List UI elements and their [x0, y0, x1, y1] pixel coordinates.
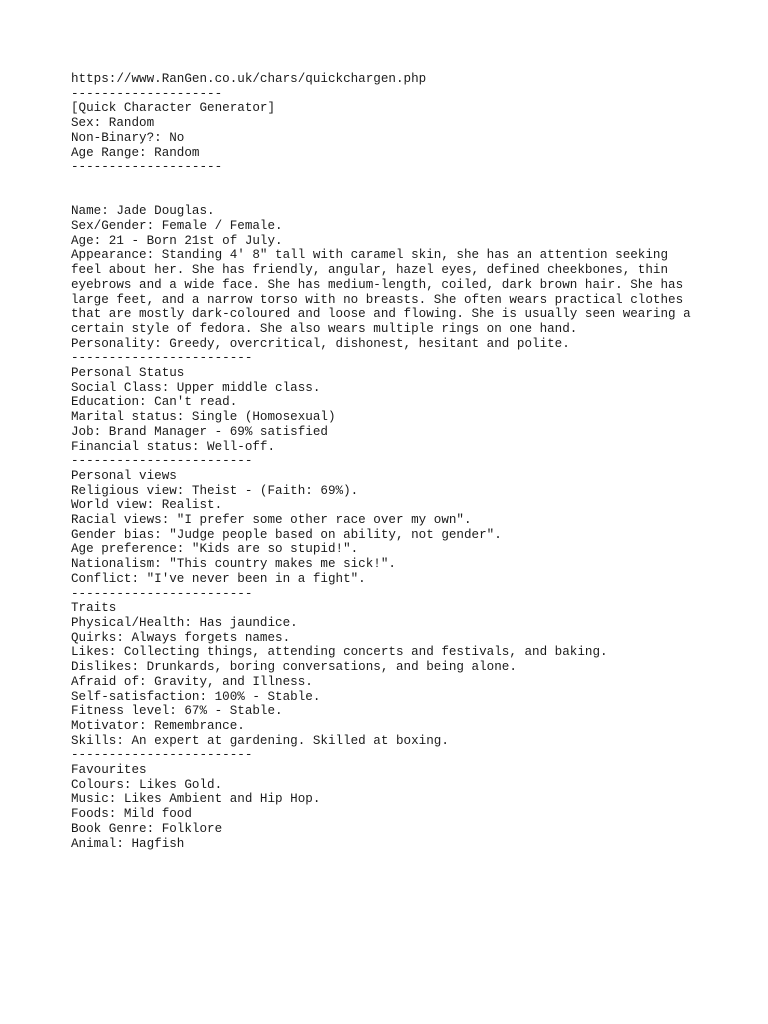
- job: Job: Brand Manager - 69% satisfied: [71, 424, 328, 439]
- skills: Skills: An expert at gardening. Skilled at boxing.: [71, 733, 449, 748]
- section-heading-personal-views: Personal views: [71, 468, 177, 483]
- favourite-book-genre: Book Genre: Folklore: [71, 821, 223, 836]
- divider: --------------------: [71, 160, 223, 175]
- section-heading-favourites: Favourites: [71, 763, 147, 778]
- financial-status: Financial status: Well-off.: [71, 439, 276, 454]
- character-appearance-line: feel about her. She has friendly, angular, hazel eyes, defined cheekbones, thin: [71, 263, 669, 278]
- racial-views: Racial views: "I prefer some other race over my own".: [71, 513, 472, 528]
- fitness-level: Fitness level: 67% - Stable.: [71, 704, 283, 719]
- setting-age-range: Age Range: Random: [71, 145, 200, 160]
- marital-status: Marital status: Single (Homosexual): [71, 410, 336, 425]
- document-text: [71, 72, 751, 851]
- character-appearance-line: eyebrows and a wide face. She has medium-length, coiled, dark brown hair. She has: [71, 277, 684, 292]
- source-url: https://www.RanGen.co.uk/chars/quickchargen.php: [71, 72, 427, 86]
- character-age: Age: 21 - Born 21st of July.: [71, 233, 283, 248]
- character-appearance-line: Appearance: Standing 4' 8" tall with caramel skin, she has an attention seeking: [71, 248, 669, 263]
- motivator: Motivator: Remembrance.: [71, 718, 245, 733]
- setting-sex: Sex: Random: [71, 116, 155, 131]
- divider: --------------------: [71, 86, 223, 101]
- section-heading-personal-status: Personal Status: [71, 366, 185, 381]
- divider: ------------------------: [71, 454, 253, 469]
- age-preference: Age preference: "Kids are so stupid!".: [71, 542, 359, 557]
- character-personality: Personality: Greedy, overcritical, dishonest, hesitant and polite.: [71, 336, 570, 351]
- blank-line: [71, 175, 751, 190]
- favourite-colours: Colours: Likes Gold.: [71, 777, 223, 792]
- character-sex-gender: Sex/Gender: Female / Female.: [71, 219, 283, 233]
- favourite-foods: Foods: Mild food: [71, 807, 192, 822]
- section-heading-traits: Traits: [71, 601, 117, 616]
- religious-view: Religious view: Theist - (Faith: 69%).: [71, 483, 359, 498]
- gender-bias: Gender bias: "Judge people based on ability, not gender".: [71, 527, 502, 542]
- favourite-music: Music: Likes Ambient and Hip Hop.: [71, 792, 321, 807]
- world-view: World view: Realist.: [71, 498, 223, 513]
- physical-health: Physical/Health: Has jaundice.: [71, 615, 298, 630]
- dislikes: Dislikes: Drunkards, boring conversations, and being alone.: [71, 660, 517, 675]
- character-appearance-line: that are mostly dark-coloured and loose and flowing. She is usually seen wearing a: [71, 307, 691, 322]
- blank-line: [71, 190, 751, 205]
- setting-non-binary: Non-Binary?: No: [71, 130, 185, 145]
- divider: ------------------------: [71, 586, 253, 601]
- education: Education: Can't read.: [71, 395, 238, 410]
- self-satisfaction: Self-satisfaction: 100% - Stable.: [71, 689, 321, 704]
- generator-title: [Quick Character Generator]: [71, 101, 276, 116]
- conflict: Conflict: "I've never been in a fight".: [71, 571, 366, 586]
- divider: ------------------------: [71, 748, 253, 763]
- divider: ------------------------: [71, 351, 253, 366]
- character-appearance-line: certain style of fedora. She also wears multiple rings on one hand.: [71, 321, 578, 336]
- favourite-animal: Animal: Hagfish: [71, 836, 185, 851]
- nationalism: Nationalism: "This country makes me sick!".: [71, 557, 396, 572]
- character-appearance-line: large feet, and a narrow torso with no breasts. She often wears practical clothes: [71, 292, 684, 307]
- likes: Likes: Collecting things, attending concerts and festivals, and baking.: [71, 645, 608, 660]
- afraid-of: Afraid of: Gravity, and Illness.: [71, 674, 313, 689]
- character-name: Name: Jade Douglas.: [71, 204, 215, 219]
- quirks: Quirks: Always forgets names.: [71, 630, 291, 645]
- social-class: Social Class: Upper middle class.: [71, 380, 321, 395]
